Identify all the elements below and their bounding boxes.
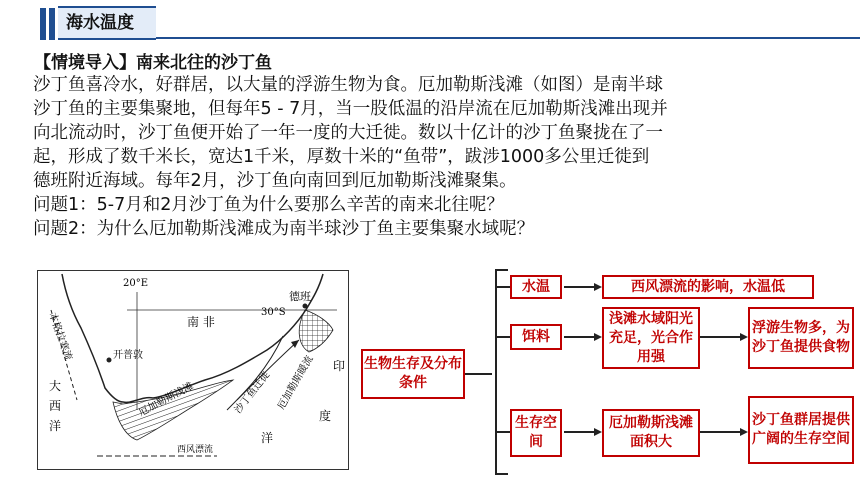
root-box: 生物生存及分布条件: [361, 349, 465, 399]
space-result-box: 沙丁鱼群居提供广阔的生存空间: [748, 396, 854, 464]
paragraph-line: 沙丁鱼喜冷水，好群居，以大量的浮游生物为食。厄加勒斯浅滩（如图）是南半球: [33, 75, 663, 95]
paragraph-line: 沙丁鱼的主要集聚地，但每年5 - 7月，当一股低温的沿岸流在厄加勒斯浅滩出现并: [33, 99, 668, 119]
south-africa-map: [37, 270, 349, 470]
migration-label: 沙丁鱼迁徙: [232, 369, 273, 416]
capetown-dot: [107, 358, 112, 363]
lat-label: 30°S: [261, 307, 286, 318]
ocean-label-indian-2: 度: [319, 409, 332, 423]
ocean-label-atlantic-1: 大: [49, 379, 62, 393]
durban-dot: [303, 304, 308, 309]
water-temp-box: 水温: [510, 275, 562, 299]
intro-paragraph: [33, 73, 833, 241]
header-accent-bar: [40, 8, 46, 40]
bracket: [496, 270, 508, 474]
space-reason-box: 厄加勒斯浅滩面积大: [602, 409, 700, 457]
space-box: 生存空间: [510, 409, 562, 457]
header-underline: [156, 37, 860, 39]
water-temp-reason-box: 西风漂流的影响，水温低: [602, 275, 814, 299]
wwd-label: 西风漂流: [177, 445, 214, 455]
food-box: 饵料: [510, 324, 562, 350]
benguela-label: 本格拉寒流: [46, 311, 74, 363]
durban-label: 德班: [289, 290, 311, 303]
paragraph-line: 德班附近海域。每年2月，沙丁鱼向南回到厄加勒斯浅滩聚集。: [33, 171, 517, 191]
food-result-box: 浮游生物多，为沙丁鱼提供食物: [748, 307, 854, 369]
paragraph-line: 向北流动时，沙丁鱼便开始了一年一度的大迁徙。数以十亿计的沙丁鱼聚拢在了一: [33, 123, 663, 143]
ocean-label-indian-1: 印: [333, 359, 346, 373]
ocean-label-indian-3: 洋: [261, 431, 274, 445]
question-2: 问题2：为什么厄加勒斯浅滩成为南半球沙丁鱼主要集聚水域呢？: [33, 219, 535, 239]
paragraph-line: 起，形成了数千米长，宽达1千米，厚数十米的“鱼带”，跋涉1000多公里迁徙到: [33, 147, 650, 167]
slide-header: [0, 6, 860, 40]
land-label: 南 非: [187, 315, 215, 329]
agulhas-label: 厄加勒斯暖流: [276, 354, 316, 412]
shoal-label: 厄加勒斯浅滩: [137, 380, 196, 419]
capetown-label: 开普敦: [113, 350, 143, 361]
page-title: 海水温度: [58, 6, 156, 40]
food-reason-box: 浅滩水域阳光充足，光合作用强: [602, 307, 700, 369]
ocean-label-atlantic-2: 西: [49, 399, 62, 413]
question-1: 问题1：5-7月和2月沙丁鱼为什么要那么辛苦的南来北往呢？: [33, 195, 504, 215]
section-subtitle: 【情境导入】南来北往的沙丁鱼: [34, 53, 272, 73]
ocean-label-atlantic-3: 洋: [49, 419, 62, 433]
lon-label: 20°E: [123, 278, 149, 289]
header-accent-bar: [49, 8, 55, 40]
